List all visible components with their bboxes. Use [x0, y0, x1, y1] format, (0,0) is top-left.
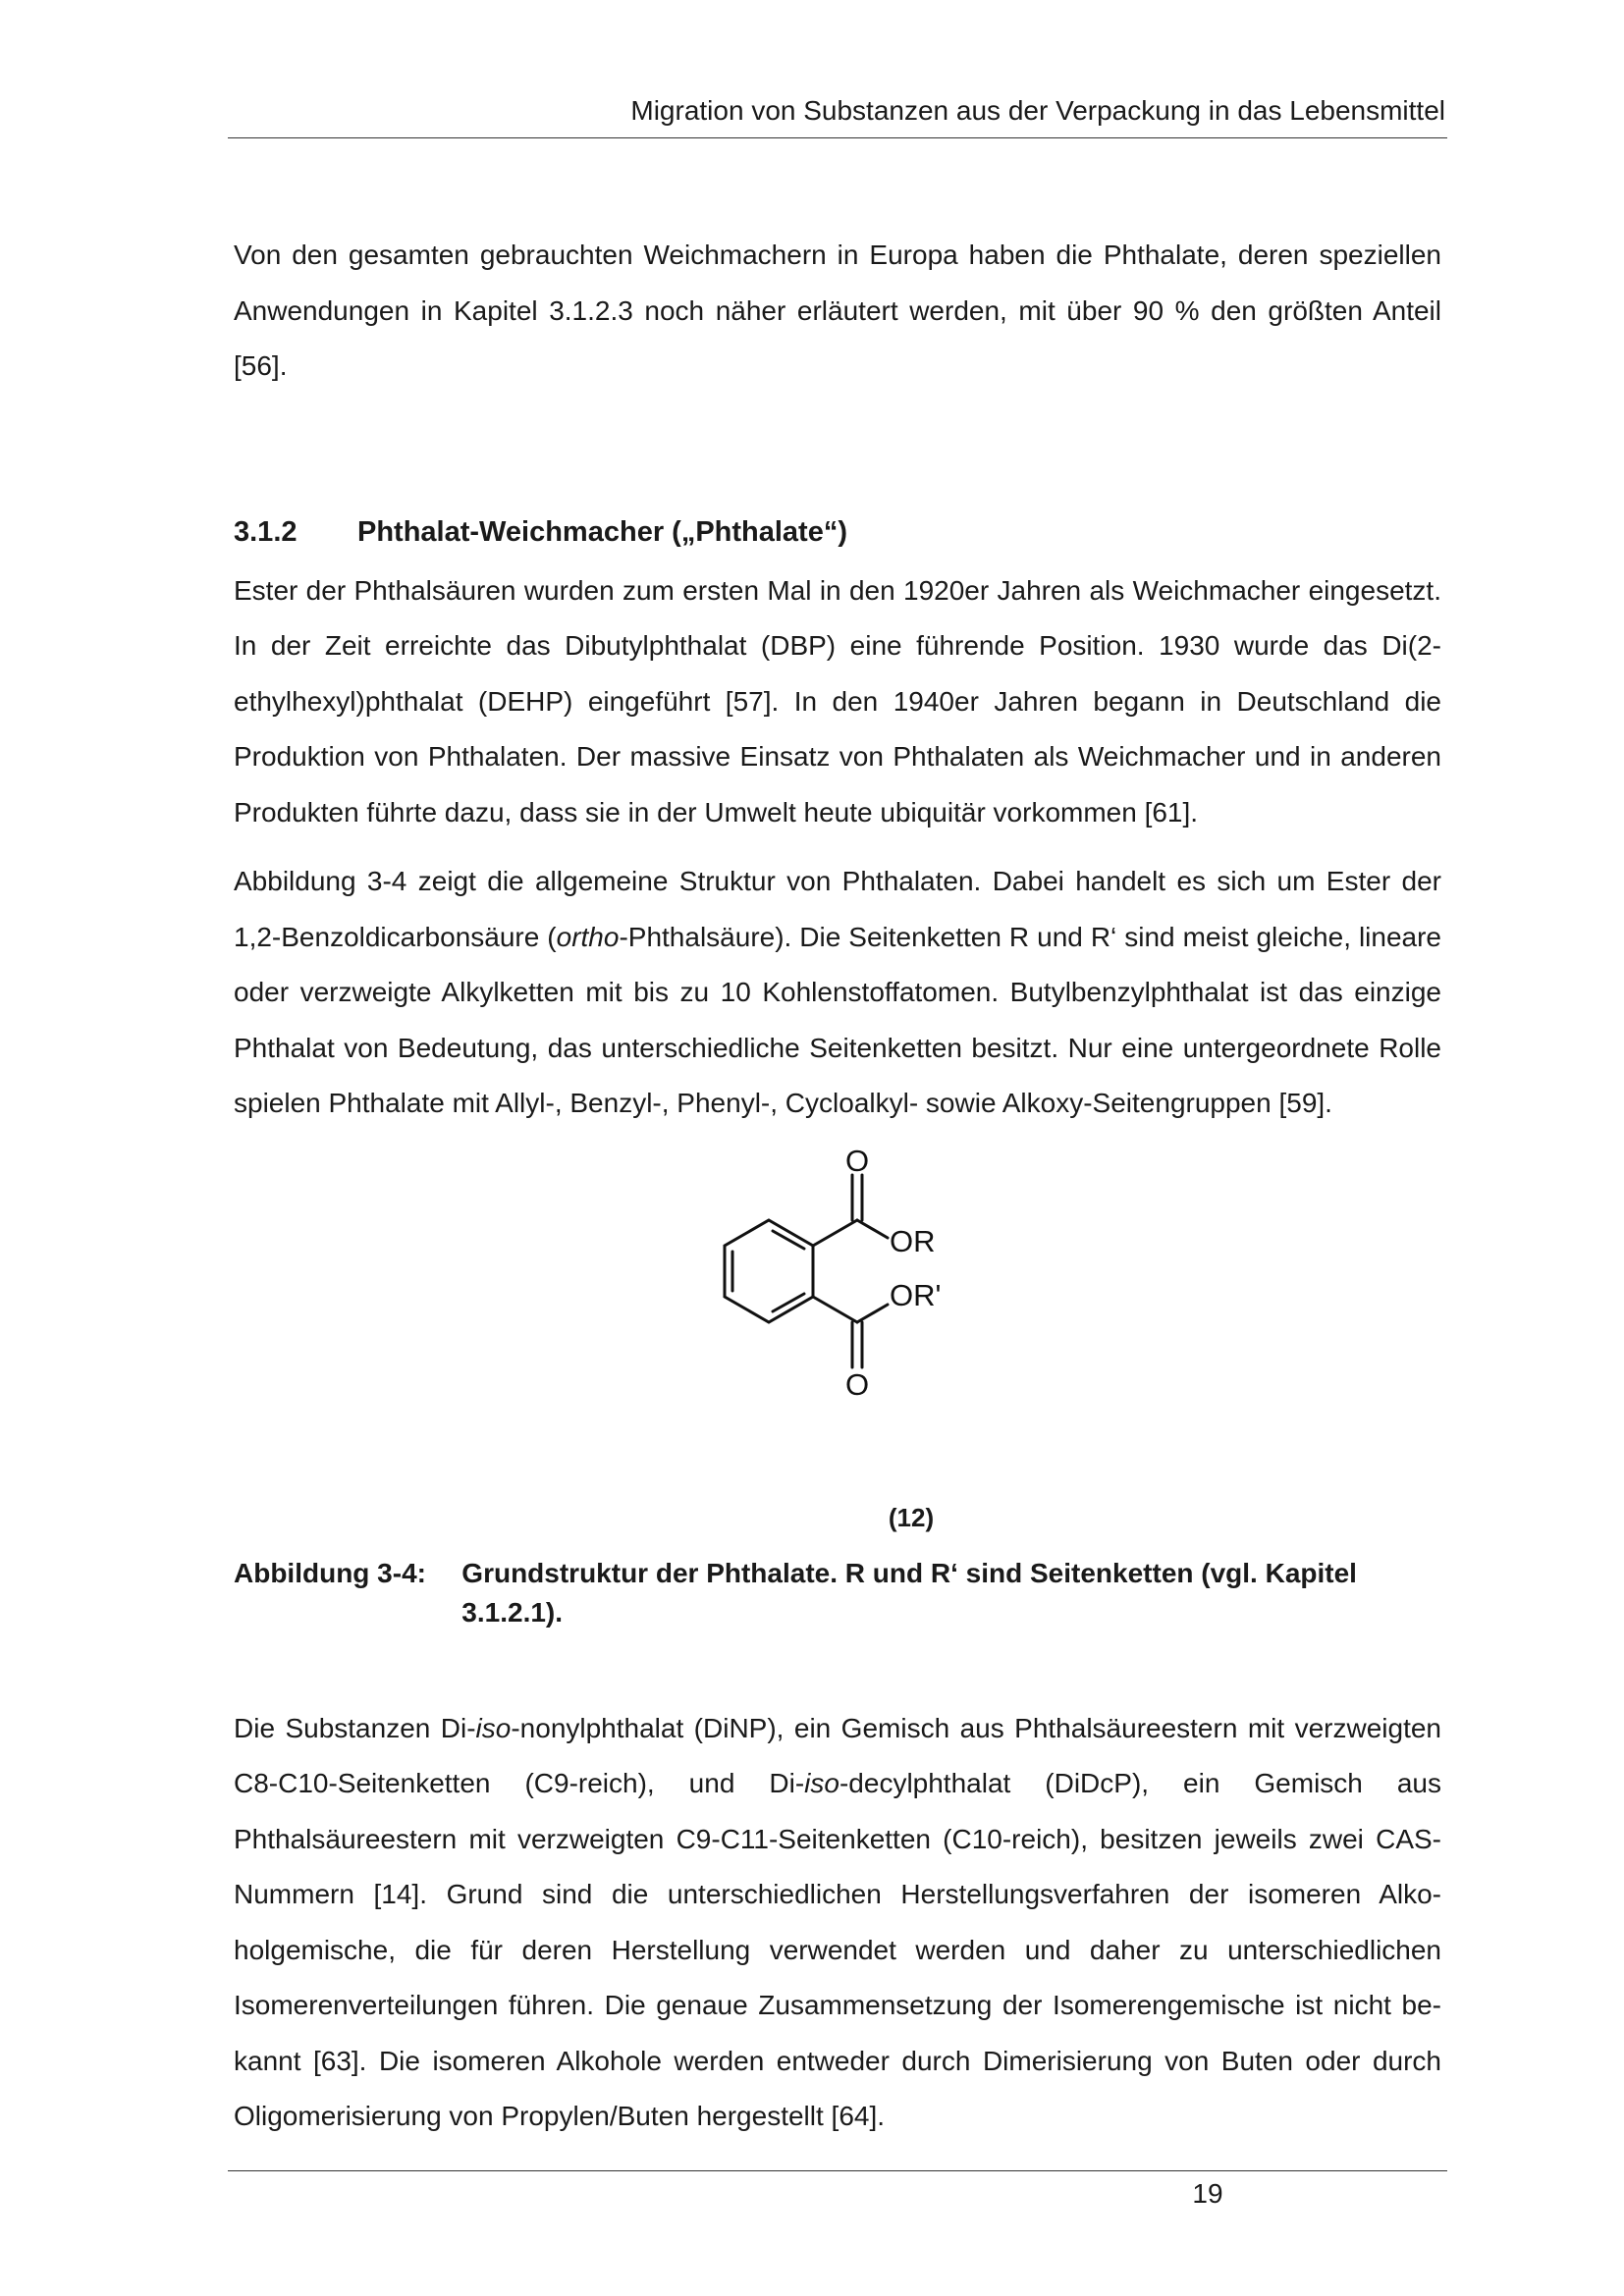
page-number: 19 — [1192, 2178, 1223, 2209]
caption-text: Grundstruktur der Phthalate. R und R‘ sind Seitenketten (vgl. Kapitel 3.1.2.1). — [461, 1557, 1357, 1628]
ring-bonds — [725, 1220, 813, 1322]
bond — [813, 1220, 857, 1246]
section-number: 3.1.2 — [234, 515, 298, 548]
atom-label-or-prime: OR' — [890, 1277, 942, 1312]
section-heading — [234, 512, 1441, 552]
italic-run: iso — [804, 1768, 839, 1798]
paragraph-phthalat-geschichte: Ester der Phthalsäuren wurden zum ersten Mal in den 1920er Jahren als Weichmacher eingesetzt. In der Zeit erreichte das Dibutylphthalat (DBP) eine führende Position. 1930 wurde das Di(2-ethylhexyl)phthalat (DEHP) eingeführt [57]. In den 1940er Jahren begann in Deutschland die Produktion von Phthalaten. Der massive Einsatz von Phthalaten als Weichmacher und in anderen Produkten führte dazu, dass sie in der Umwelt heute ubiquitär vorkommen [61]. — [234, 574, 1441, 828]
atom-label-o-top: O — [844, 1145, 870, 1178]
ring-double-bond — [773, 1294, 804, 1311]
paragraph-phthalat-struktur — [234, 854, 1441, 1132]
ring-double-bond — [773, 1231, 804, 1249]
header-rule — [228, 137, 1447, 138]
atom-label-or: OR — [890, 1223, 936, 1258]
paragraph-dinp-didcp — [234, 1701, 1441, 2145]
figure-caption — [234, 1554, 1441, 1632]
text-run: Die Substanzen Di- — [234, 1712, 476, 1743]
text-run: -Phthalsäure). Die Seitenketten R und R‘ sind meist gleiche, lineare oder verzweigte Alkylketten mit bis zu 10 Kohlenstoffatomen. Butylbenzylphthalat ist das einzige Phthalat von Bedeutung, das unterschiedliche Seitenketten besitzt. Nur eine untergeordnete Rolle spielen Phthalate mit Allyl-, Benzyl-, Phenyl-, Cycloalkyl- sowie Alkoxy-Seitengruppen [59]. — [234, 921, 1442, 1118]
bond — [857, 1305, 888, 1322]
upper-ester-group — [813, 1175, 888, 1246]
bond — [813, 1297, 857, 1322]
structure-figure — [234, 1146, 1441, 1489]
text-run: -nonylphthalat (DiNP), ein Gemisch aus Phthalsäureestern mit verzweigten C8-C10-Seitenketten (C9-reich), und Di- — [234, 1712, 1441, 1798]
section-title: Phthalat-Weichmacher („Phthalate“) — [357, 515, 848, 548]
italic-run: iso — [475, 1712, 512, 1743]
atom-label-o-bottom: O — [844, 1366, 870, 1402]
footer-rule — [228, 2170, 1447, 2171]
italic-run: ortho — [556, 921, 620, 952]
paragraph-weichmacher-anteil: Von den gesamten gebrauchten Weichmachern in Europa haben die Phthalate, deren speziellen Anwendungen in Kapitel 3.1.2.3 noch näher erläutert werden, mit über 90 % den größten Anteil [56]. — [234, 240, 1441, 381]
text-run: Abbildung 3-4 zeigt die allgemeine Struktur von Phthalaten. Dabei handelt es sich um Ester der 1,2-Benzoldicarbonsäure ( — [234, 866, 1441, 952]
phthalate-structure-diagram — [705, 1146, 1000, 1489]
text-run: -decylphthalat (DiDcP), ein Gemisch aus Phthalsäureestern mit verzweigten C9-C11-Seitenketten (C10-reich), besitzen jeweils zwei CAS-Nummern [14]. Grund sind die unterschiedlichen Herstellungsverfahren der isomeren Alkoholgemische, die für deren Herstellung verwendet werden und daher zu unterschiedlichen Isomerenverteilungen führen. Die genaue Zusammensetzung der Isomerengemische ist nicht bekannt [63]. Die isomeren Alkohole werden entweder durch Dimerisierung von Buten oder durch Oligomerisierung von Propylen/Buten hergestellt [64]. — [234, 1768, 1441, 2131]
running-header: Migration von Substanzen aus der Verpackung in das Lebensmittel — [630, 95, 1445, 126]
bond — [857, 1220, 888, 1238]
lower-ester-group — [813, 1297, 888, 1367]
benzene-ring — [725, 1220, 813, 1322]
caption-label: Abbildung 3-4: — [234, 1557, 426, 1588]
compound-number: (12) — [888, 1502, 935, 1532]
page-content — [234, 228, 1441, 2145]
